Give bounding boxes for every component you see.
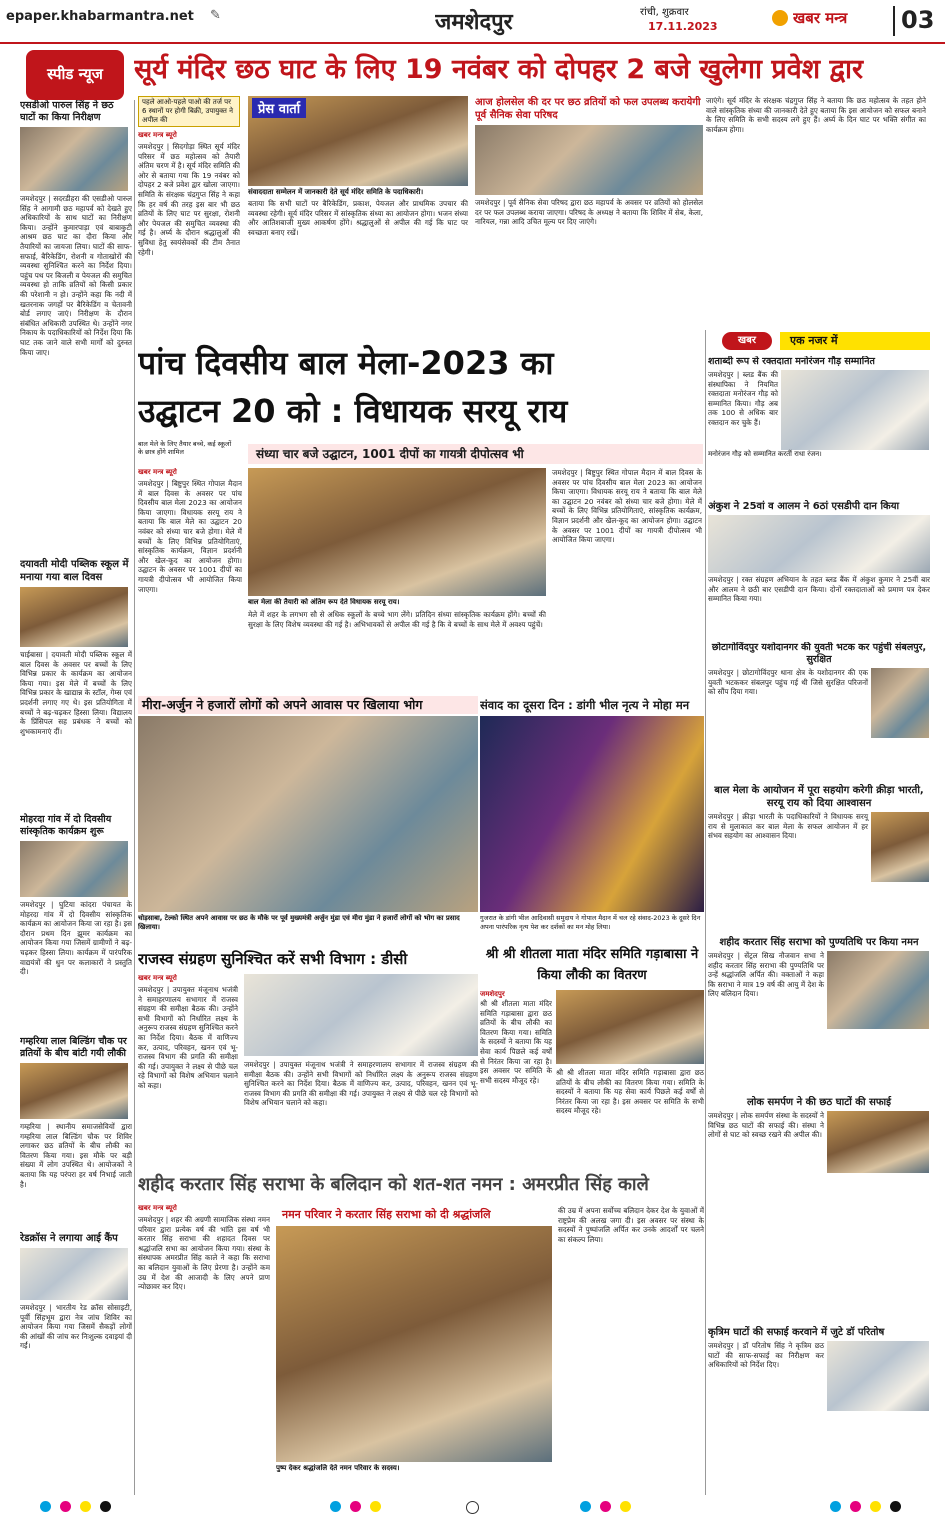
story-mohrda-title: मोहरदा गांव में दो दिवसीय सांस्कृतिक कार्यक्रम शुरू xyxy=(20,814,112,837)
r1-caption: मनोरंजन गौड़ को सम्मानित करतीं राधा रंजन। xyxy=(708,450,930,459)
brand-name: खबर मन्त्र xyxy=(793,9,848,27)
r3-title: छोटागोविंदपुर यशोदानगर की युवती भटक कर पहुंची संबलपुर, सुरक्षित xyxy=(711,642,927,665)
rajasva-byline: खबर मन्त्र ब्यूरो xyxy=(138,974,177,982)
sheetla-body-2: श्री श्री शीतला माता मंदिर समिति गड़ाबासा द्वारा छठ व्रतियों के बीच लौकी का वितरण किया गया। समिति के सदस्यों ने बताया कि यह सेवा कार्य पिछले कई वर्षों से निरंतर किया जा रहा है। इस अवसर पर समिति के सभी सदस्य मौजूद रहे। xyxy=(556,1068,704,1116)
col2-story xyxy=(138,96,240,342)
story-redcross-title: रेडक्रॉस ने लगाया आई कैंप xyxy=(20,1233,118,1244)
sarabha-story-2 xyxy=(558,1206,704,1492)
main-headline: सूर्य मंदिर छठ घाट के लिए 19 नवंबर को दोपहर 2 बजे खुलेगा प्रवेश द्वार xyxy=(134,54,864,85)
photo-gamharia xyxy=(20,1063,128,1119)
sarabha-headline: शहीद करतार सिंह सराभा के बलिदान को शत-शत नमन : अमरप्रीत सिंह काले xyxy=(138,1174,649,1195)
press-section xyxy=(248,96,468,342)
sheetla-byline: जमशेदपुर xyxy=(480,990,505,998)
photo-r1 xyxy=(781,370,929,450)
photo-sdo xyxy=(20,127,128,191)
r5-title: शहीद करतार सिंह सराभा को पुण्यतिथि पर किया नमन xyxy=(719,937,919,948)
photo-r2 xyxy=(708,515,930,573)
sheetla-story-2 xyxy=(556,1068,704,1168)
press-body: बताया कि सभी घाटों पर बैरिकेडिंग, प्रकाश, पेयजल और प्राथमिक उपचार की व्यवस्था रहेगी। सूर्य मंदिर परिसर में सांस्कृतिक संध्या का आयोजन होगा। भजन संध्या और आतिशबाजी मुख्य आकर्षण होंगे। श्रद्धालुओं से अपील की गई कि घाट पर स्वच्छता बनाए रखें। xyxy=(248,199,468,237)
speed-news-logo xyxy=(26,50,124,100)
masthead xyxy=(0,0,945,44)
sanvad-caption: गुजरात के डांगी भील आदिवासी समुदाय ने गोपाल मैदान में चल रहे संवाद-2023 के दूसरे दिन अपना पारंपरिक नृत्य पेश कर दर्शकों का मन मोह लिया। xyxy=(480,914,704,942)
brand-icon xyxy=(772,10,788,26)
right-top-text xyxy=(706,96,926,326)
r6-title: लोक समर्पण ने की छठ घाटों की सफाई xyxy=(746,1097,892,1108)
story-gamharia-body: गम्हरिया | स्थानीय समाजसेवियों द्वारा गम्हरिया लाल बिल्डिंग चौक पर शिविर लगाकर छठ व्रतियों के बीच लौकी का वितरण किया गया। इस मौके पर बड़ी संख्या में लोग उपस्थित थे। आयोजकों ने बताया कि यह परंपरा हर वर्ष निभाई जाती है। xyxy=(20,1122,132,1189)
speed-news-text: स्पीड न्यूज xyxy=(47,65,103,83)
photo-sheetla xyxy=(556,990,704,1064)
sheetla-story xyxy=(480,990,552,1168)
sarabha-body: जमशेदपुर | शहर की अग्रणी सामाजिक संस्था नमन परिवार द्वारा प्रत्येक वर्ष की भांति इस वर्ष भी करतार सिंह सराभा की शहादत दिवस पर श्रद्धांजलि सभा का आयोजन किया गया। संस्था के संस्थापक अमरप्रीत सिंह काले ने कहा कि सराभा का बलिदान युवाओं के लिए प्रेरणा है। उन्होंने कम उम्र में देश की आजादी के लिए अपने प्राण न्योछावर कर दिए। xyxy=(138,1215,270,1292)
photo-mohrda xyxy=(20,841,128,897)
bal-story-3 xyxy=(552,468,702,698)
photo-meera-arjun xyxy=(138,716,478,912)
photo-sarabha-tribute xyxy=(276,1226,552,1462)
photo-press-meet xyxy=(248,96,468,186)
r2-body: जमशेदपुर | रक्त संग्रहण अभियान के तहत ब्लड बैंक में अंकुश कुमार ने 25वीं बार और आलम ने छठी बार एसडीपी दान किया। दोनों रक्तदाताओं को प्रमाण पत्र देकर सम्मानित किया गया। xyxy=(708,575,930,604)
divider-right xyxy=(705,330,706,1495)
r5-body: जमशेदपुर | सेंट्रल सिख नौजवान सभा ने शहीद करतार सिंह सराभा की पुण्यतिथि पर उन्हें श्रद्धांजलि अर्पित की। वक्ताओं ने कहा कि सराभा ने मात्र 19 वर्ष की आयु में देश के लिए बलिदान दिया। xyxy=(708,951,824,999)
right-story-7 xyxy=(708,1326,930,1494)
sarabha-sub: नमन परिवार ने करतार सिंह सराभा को दी श्रद्धांजलि xyxy=(276,1206,552,1224)
edit-icon[interactable]: ✎ xyxy=(210,8,221,23)
sarabha-byline: खबर मन्त्र ब्यूरो xyxy=(138,1204,177,1212)
issue-date: 17.11.2023 xyxy=(648,20,718,33)
city-title: जमशेदपुर xyxy=(435,10,513,35)
story-redcross-body: जमशेदपुर | भारतीय रेड क्रॉस सोसाइटी, पूर्वी सिंहभूम द्वारा नेत्र जांच शिविर का आयोजन किया गया जिसमें सैकड़ों लोगों की आंखों की जांच कर निःशुल्क दवाइयां दी गईं। xyxy=(20,1303,132,1351)
bal-body-3: जमशेदपुर | बिष्टुपुर स्थित गोपाल मैदान में बाल दिवस के अवसर पर पांच दिवसीय बाल मेला 2023 का आयोजन किया जाएगा। विधायक सरयू राय ने बताया कि बाल मेले का उद्घाटन 20 नवंबर को संध्या चार बजे होगा। मेले में बच्चों के लिए विभिन्न प्रतियोगिताएं, सांस्कृतिक कार्यक्रम, विज्ञान प्रदर्शनी और खेल-कूद का आयोजन होगा। उद्घाटन के अवसर पर 1001 दीपों का गायत्री दीपोत्सव भी आयोजित किया जाएगा। xyxy=(552,468,702,545)
meera-title: मीरा-अर्जुन ने हजारों लोगों को अपने आवास पर खिलाया भोग xyxy=(138,696,478,714)
fruit-title: आज होलसेल की दर पर छठ व्रतियों को फल उपलब्ध करायेगी पूर्व सैनिक सेवा परिषद xyxy=(475,97,701,121)
place-day: रांची, शुक्रवार xyxy=(640,7,689,18)
photo-r3 xyxy=(871,668,929,738)
story-sdo-title: एसडीओ पारुल सिंह ने छठ घाटों का किया निरीक्षण xyxy=(20,100,114,123)
bal-headline-2: उद्घाटन 20 को : विधायक सरयू राय xyxy=(138,392,568,430)
story-school-body: चाईबासा | दयावती मोदी पब्लिक स्कूल में बाल दिवस के अवसर पर बच्चों के लिए विभिन्न प्रकार के कार्यक्रम का आयोजन किया गया। इस मेले में बच्चों के लिए विभिन्न प्रकार के खाद्यान्न के स्टॉल, गेम्स एवं प्रदर्शनी लगाए गए थे। इस प्रतियोगिता में बच्चों ने बढ़-चढ़कर हिस्सा लिया। विद्यालय के प्रिंसिपल सह प्रबंधक ने बच्चों को शुभकामनाएं दीं। xyxy=(20,650,132,736)
r1-title: शताब्दी रूप से रक्तदाता मनोरंजन गौड़ सम्मानित xyxy=(708,356,875,367)
photo-redcross xyxy=(20,1248,128,1300)
bal-subhead: संध्या चार बजे उद्घाटन, 1001 दीपों का गायत्री दीपोत्सव भी xyxy=(248,444,703,464)
rajasva-body: जमशेदपुर | उपायुक्त मंजूनाथ भजंत्री ने समाहरणालय सभागार में राजस्व संग्रहण की समीक्षा बैठक की। उन्होंने सभी विभागों को निर्धारित लक्ष्य के अनुरूप राजस्व संग्रहण सुनिश्चित करने का निर्देश दिया। बैठक में वाणिज्य कर, उत्पाद, परिवहन, खनन एवं भू-राजस्व विभाग की प्रगति की समीक्षा की गई। उपायुक्त ने लक्ष्य से पीछे चल रहे विभागों को विशेष अभियान चलाने को कहा। xyxy=(138,985,238,1090)
bal-note: बाल मेले के लिए तैयार बच्चे, कई स्कूलों के छात्र होंगे शामिल xyxy=(138,440,232,456)
right-story-6 xyxy=(708,1096,930,1222)
sarabha-caption: पुष्प देकर श्रद्धांजलि देते नमन परिवार के सदस्य। xyxy=(276,1464,552,1474)
r1-body: जमशेदपुर | ब्लड बैंक की संस्थापिका ने नियमित रक्तदाता मनोरंजन गौड़ को सम्मानित किया। गौड़ अब तक 100 से अधिक बार रक्तदान कर चुके हैं। xyxy=(708,370,778,427)
khabar-tag: खबर xyxy=(722,332,772,350)
print-registration-marks xyxy=(0,1497,945,1517)
photo-fruit xyxy=(475,125,703,195)
story-school-title: दयावती मोदी पब्लिक स्कूल में मनाया गया बाल दिवस xyxy=(20,559,129,583)
bal-body: जमशेदपुर | बिष्टुपुर स्थित गोपाल मैदान में बाल दिवस के अवसर पर पांच दिवसीय बाल मेला 2023 का आयोजन किया जाएगा। विधायक सरयू राय ने बताया कि बाल मेले का उद्घाटन 20 नवंबर को संध्या चार बजे होगा। मेले में बच्चों के लिए विभिन्न प्रतियोगिताएं, सांस्कृतिक कार्यक्रम, विज्ञान प्रदर्शनी और खेल-कूद का आयोजन होगा। उद्घाटन के अवसर पर 1001 दीपों का गायत्री दीपोत्सव भी आयोजित किया जाएगा। xyxy=(138,479,242,594)
ek-nazar-bar xyxy=(708,330,930,352)
photo-r4 xyxy=(871,812,929,882)
sanvad-title: संवाद का दूसरा दिन : डांगी भील नृत्य ने मोहा मन xyxy=(480,698,690,712)
sheetla-title: श्री श्री शीतला माता मंदिर समिति गड़ाबासा ने किया लौकी का वितरण xyxy=(485,947,699,983)
page-number: 03 xyxy=(893,6,937,36)
fruit-body: जमशेदपुर | पूर्व सैनिक सेवा परिषद द्वारा छठ महापर्व के अवसर पर व्रतियों को होलसेल दर पर फल उपलब्ध कराया जाएगा। परिषद के अध्यक्ष ने बताया कि शिविर में सेब, केला, नारियल, गन्ना आदि उचित मूल्य पर दिए जाएंगे। xyxy=(475,198,703,227)
press-label: प्रेस वार्ता xyxy=(252,98,306,118)
meera-caption: चोड़साबा, टेल्को स्थित अपने आवास पर छठ के मौके पर पूर्व मुख्यमंत्री अर्जुन मुंडा एवं मीरा मुंडा ने हजारों लोगों को भोग का प्रसाद खिलाया। xyxy=(138,914,478,942)
photo-sanvad-dance xyxy=(480,716,704,912)
press-caption: संवाददाता सम्मेलन में जानकारी देते सूर्य मंदिर समिति के पदाधिकारी। xyxy=(248,188,468,197)
photo-school xyxy=(20,587,128,647)
r6-body: जमशेदपुर | लोक समर्पण संस्था के सदस्यों ने विभिन्न छठ घाटों की सफाई की। संस्था ने लोगों से घाट को स्वच्छ रखने की अपील की। xyxy=(708,1111,824,1140)
photo-r6 xyxy=(827,1111,929,1173)
sarabha-story xyxy=(138,1204,270,1494)
story-mohrda-body: जमशेदपुर | घुटिया कांदरा पंचायत के मोहरदा गांव में दो दिवसीय सांस्कृतिक कार्यक्रम का आयोजन किया जा रहा है। इस दौरान प्रथम दिन झूमर कार्यक्रम का आयोजन किया गया जिसमें ग्रामीणों ने बढ़-चढ़कर हिस्सा लिया। कार्यक्रम में पारंपरिक वाद्ययंत्रों की धुन पर कलाकारों ने प्रस्तुति दी। xyxy=(20,900,132,977)
divider-left xyxy=(134,100,135,1495)
right-story-3 xyxy=(708,642,930,782)
bal-headline-1: पांच दिवसीय बाल मेला-2023 का xyxy=(138,344,554,382)
photo-bal-mela xyxy=(248,468,546,596)
photo-r5 xyxy=(827,951,929,1029)
sheetla-body: श्री श्री शीतला माता मंदिर समिति गड़ाबासा द्वारा छठ व्रतियों के बीच लौकी का वितरण किया गया। समिति के सदस्यों ने बताया कि यह सेवा कार्य पिछले कई वर्षों से निरंतर किया जा रहा है। इस अवसर पर समिति के सभी सदस्य मौजूद रहे। xyxy=(480,999,552,1085)
r4-body: जमशेदपुर | क्रीड़ा भारती के पदाधिकारियों ने विधायक सरयू राय से मुलाकात कर बाल मेला के सफल आयोजन में हर संभव सहयोग का आश्वासन दिया। xyxy=(708,812,868,841)
r3-body: जमशेदपुर | छोटागोविंदपुर थाना क्षेत्र के यशोदानगर की एक युवती भटककर संबलपुर पहुंच गई थी जिसे सुरक्षित परिजनों को सौंप दिया गया। xyxy=(708,668,868,697)
fruit-story xyxy=(475,96,703,342)
story-gamharia-title: गम्हरिया लाल बिल्डिंग चौक पर व्रतियों के बीच बांटी गयी लौकी xyxy=(20,1036,127,1059)
rajasva-story xyxy=(138,974,238,1168)
sarabha-body-2: की उम्र में अपना सर्वोच्च बलिदान देकर देश के युवाओं में राष्ट्रप्रेम की अलख जगा दी। इस अवसर पर संस्था के सदस्यों ने पुष्पांजलि अर्पित कर उनके आदर्शों पर चलने का संकल्प लिया। xyxy=(558,1206,704,1244)
right-story-5 xyxy=(708,936,930,1092)
col2-note: पहले आओ-पहले पाओ की तर्ज पर 6 स्थानों पर होगी बिक्री, उपायुक्त ने अपील की xyxy=(138,96,240,127)
rajasva-story-2 xyxy=(244,1060,478,1168)
bal-story xyxy=(138,468,242,698)
ek-nazar-label: एक नजर में xyxy=(780,332,930,350)
bal-body-2: मेले में शहर के लगभग सौ से अधिक स्कूलों के बच्चे भाग लेंगे। प्रतिदिन संध्या सांस्कृतिक कार्यक्रम होंगे। बच्चों की सुरक्षा के लिए विशेष व्यवस्था की गई है। अभिभावकों से अपील की गई है कि वे बच्चों के साथ मेले में अवश्य पहुंचें। xyxy=(248,610,546,629)
right-story-4 xyxy=(708,784,930,934)
photo-rajasva-meeting xyxy=(244,974,478,1056)
left-column xyxy=(20,100,132,1495)
story-sdo-body: जमशेदपुर | सदरडीहरा की एसडीओ पारुल सिंह ने आगामी छठ महापर्व को देखते हुए अधिकारियों के साथ घाटों का निरीक्षण किया। उन्होंने कुमारपाड़ा एवं बाबाकुटी आश्रम छठ घाट का दौरा किया और तैयारियों का जायजा लिया। घाटों की साफ-सफाई, बैरिकेडिंग, रोशनी व गोताखोरों की व्यवस्था सुनिश्चित करने का निर्देश दिया। पहुंच पथ पर बिजली व पेयजल की समुचित व्यवस्था हो ताकि व्रतियों को किसी प्रकार की परेशानी न हो। उन्होंने कहा कि नदी में खतरनाक जगहों पर बैरिकेडिंग व चेतावनी बोर्ड लगाए जाएं। निरीक्षण के दौरान संबंधित अधिकारी उपस्थित थे। उन्होंने नगर निकाय के पदाधिकारियों को निर्देश दिया कि घाट तक जाने वाले सभी मार्गों को दुरुस्त किया जाए। xyxy=(20,194,132,357)
right-top-body: जाएंगे। सूर्य मंदिर के संरक्षक चंद्रगुप्त सिंह ने बताया कि छठ महोत्सव के तहत होने वाले सांस्कृतिक संध्या की जानकारी देते हुए बताया कि इस आयोजन को सफल बनाने के लिए समिति के सभी सदस्य लगे हुए हैं। अर्घ्य के दिन घाट पर भक्ति संगीत का कार्यक्रम होगा। xyxy=(706,96,926,134)
photo-r7 xyxy=(827,1341,929,1411)
col2-body: जमशेदपुर | सिदगोड़ा स्थित सूर्य मंदिर परिसर में छठ महोत्सव को तैयारी अंतिम चरण में है। सूर्य मंदिर समिति की ओर से बताया गया कि 19 नवंबर को दोपहर 2 बजे प्रवेश द्वार खोला जाएगा। समिति के संरक्षक चंद्रगुप्त सिंह ने कहा कि हर वर्ष की तरह इस बार भी छठ व्रतियों के लिए घाट पर सुरक्षा, रोशनी और पेयजल की समुचित व्यवस्था की गई है। अर्घ्य के दौरान श्रद्धालुओं की सुविधा हेतु स्वयंसेवकों की टीम तैनात रहेगी। xyxy=(138,142,240,257)
right-story-1 xyxy=(708,356,930,502)
r4-title: बाल मेला के आयोजन में पूरा सहयोग करेगी क्रीड़ा भारती, सरयू राय को दिया आश्वासन xyxy=(714,785,924,809)
rajasva-title: राजस्व संग्रहण सुनिश्चित करें सभी विभाग : डीसी xyxy=(138,950,408,968)
url-text[interactable]: epaper.khabarmantra.net xyxy=(6,9,194,24)
col2-byline: खबर मन्त्र ब्यूरो xyxy=(138,131,177,139)
bal-byline: खबर मन्त्र ब्यूरो xyxy=(138,468,177,476)
bal-story-2 xyxy=(248,610,546,694)
bal-caption: बाल मेला की तैयारी को अंतिम रूप देते विधायक सरयू राय। xyxy=(248,598,546,608)
r2-title: अंकुश ने 25वां व आलम ने 6ठां एसडीपी दान किया xyxy=(708,501,900,512)
r7-title: कृत्रिम घाटों की सफाई करवाने में जुटे डॉ परितोष xyxy=(708,1327,885,1338)
rajasva-body-2: जमशेदपुर | उपायुक्त मंजूनाथ भजंत्री ने समाहरणालय सभागार में राजस्व संग्रहण की समीक्षा बैठक की। उन्होंने सभी विभागों को निर्धारित लक्ष्य के अनुरूप राजस्व संग्रहण सुनिश्चित करने का निर्देश दिया। बैठक में वाणिज्य कर, उत्पाद, परिवहन, खनन एवं भू-राजस्व विभाग की प्रगति की समीक्षा की गई। उपायुक्त ने लक्ष्य से पीछे चल रहे विभागों को विशेष अभियान चलाने को कहा। xyxy=(244,1060,478,1108)
r7-body: जमशेदपुर | डॉ परितोष सिंह ने कृत्रिम छठ घाटों की साफ-सफाई का निरीक्षण कर अधिकारियों को निर्देश दिए। xyxy=(708,1341,824,1370)
right-story-2 xyxy=(708,500,930,640)
